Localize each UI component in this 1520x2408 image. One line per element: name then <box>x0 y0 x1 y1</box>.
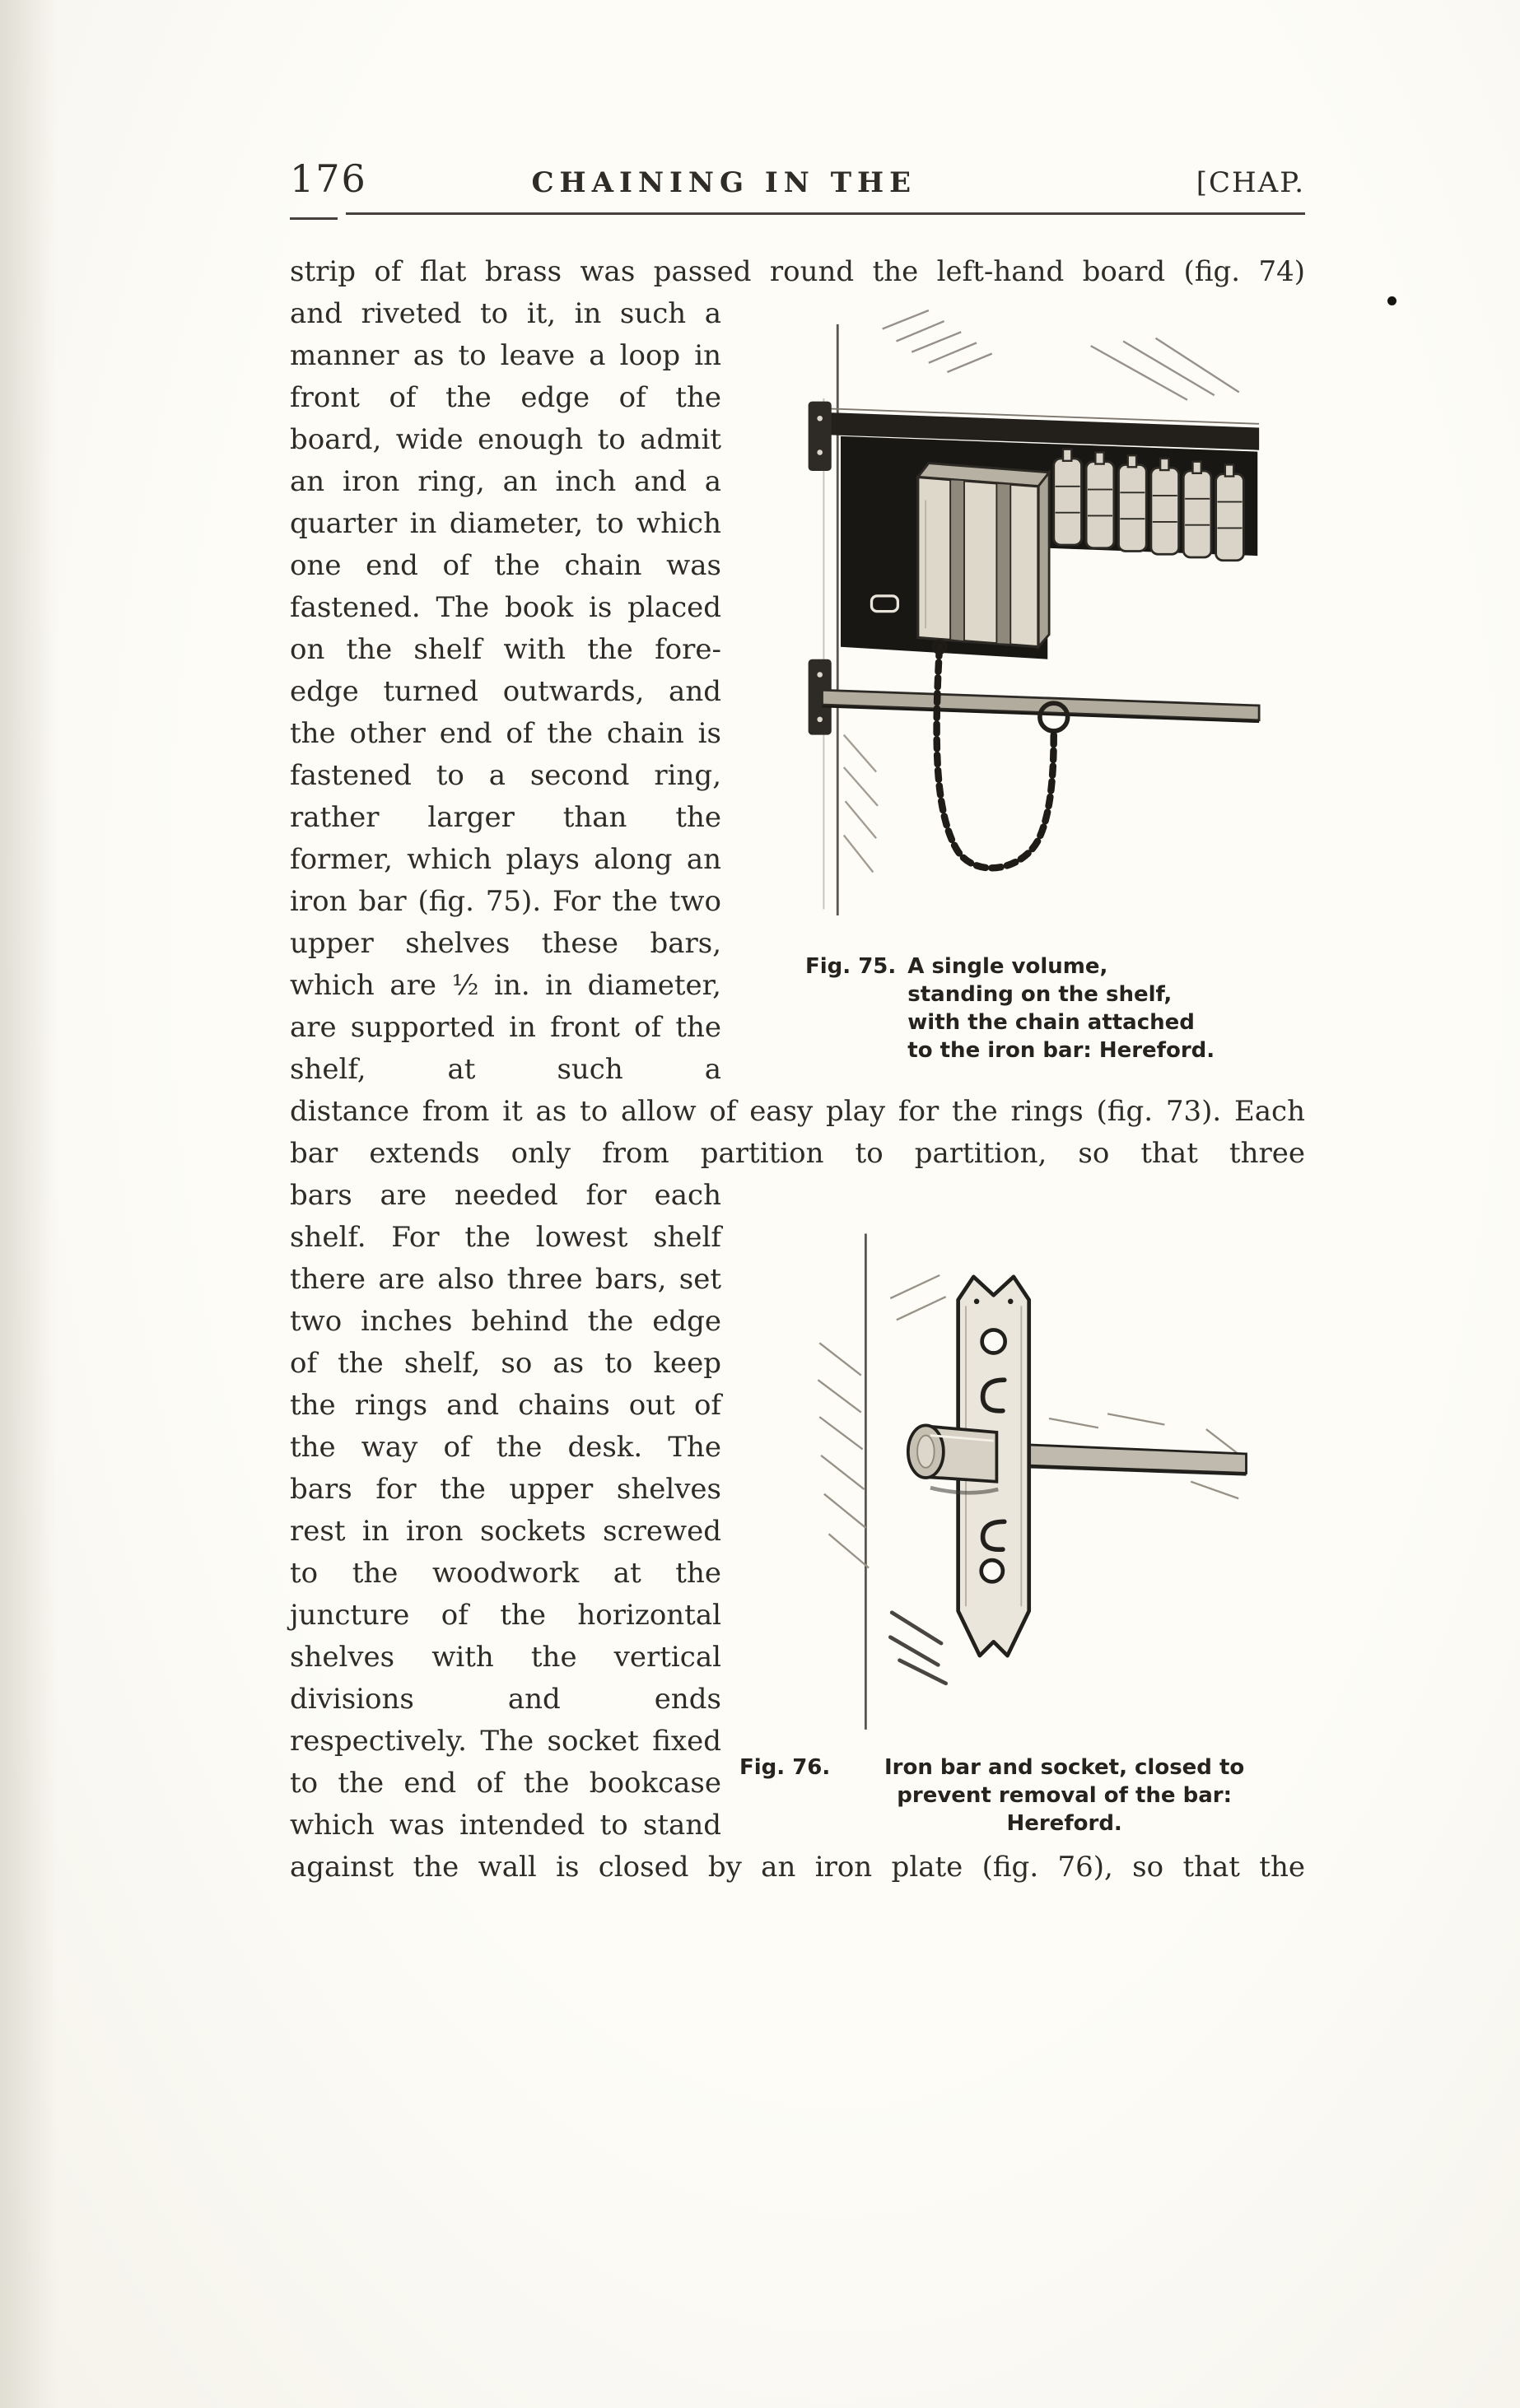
hanging-chain <box>936 647 1053 869</box>
paragraph-column-1: and riveted to it, in such a manner as to leave a loop in front of the edge of the board, wide enough to admit an iron ring, an inch and a quarter in diameter, to which one end of the chain was fastened. The book is placed on the shelf with the fore-edge turned outwards, and the other end of the chain is fastened to a second ring, rather larger than the former, which plays along an iron bar (fig. 75). For the two upper shelves these bars, which are ½ in. in diameter, are supported in front of the shelf, at such a <box>290 297 721 1086</box>
text-figure-row-1 <box>290 293 1305 1091</box>
bracket-screw <box>817 672 823 678</box>
single-chained-volume <box>917 463 1048 647</box>
figure-76 <box>721 1175 1305 1847</box>
figure-76-caption <box>739 1754 1287 1837</box>
bar-end-cap-inner <box>917 1436 935 1468</box>
figure-76-illustration <box>775 1227 1252 1735</box>
shelf-bracket <box>808 402 831 471</box>
rule-line <box>346 212 1305 215</box>
figure-75-illustration <box>767 298 1261 931</box>
page-number: 176 <box>290 156 367 201</box>
paragraph-column-2: bars are needed for each shelf. For the lowest shelf there are also three bars, set two inches behind the edge of the shelf, so as to keep the rings and chains out of the way of the desk. The bars for the upper shelves rest in iron sockets screwed to the woodwork at the juncture of the horizontal shelves with the vertical divisions and ends respectively. The socket fixed to the end of the bookcase which was intended to stand <box>290 1179 721 1842</box>
iron-bar-and-socket-drawing <box>775 1227 1252 1735</box>
text-column-1 <box>290 293 721 1091</box>
figure-76-caption-text: Iron bar and socket, closed to prevent removal of the bar: Hereford. <box>884 1755 1245 1837</box>
sketch-hatching <box>818 1275 1246 1567</box>
figure-75-caption <box>805 952 1221 1064</box>
text-figure-row-2 <box>290 1175 1305 1847</box>
text-column-2 <box>290 1175 721 1847</box>
plate-hole <box>981 1330 1005 1353</box>
plate-hole <box>981 1560 1002 1581</box>
page-body <box>290 251 1305 1889</box>
rule-dash <box>290 217 338 220</box>
plate-screw <box>1007 1299 1013 1305</box>
chained-book-on-shelf-drawing <box>767 298 1261 931</box>
figure-75-caption-text: A single volume, standing on the shelf, with the chain attached to the iron bar: Hereford. <box>907 953 1215 1063</box>
figure-76-label: Fig. 76. <box>739 1755 831 1781</box>
plate-screw <box>973 1299 979 1305</box>
board-hatching <box>843 735 877 873</box>
header-rule <box>290 212 1305 220</box>
figure-75 <box>721 293 1305 1091</box>
dark-shading-strokes <box>890 1613 945 1684</box>
bracket-screw <box>817 717 823 723</box>
paragraph-bridge: distance from it as to allow of easy play for the rings (fig. 73). Each bar extends only from partition to partition, so that three <box>290 1095 1305 1170</box>
paragraph-closing-line: against the wall is closed by an iron plate (fig. 76), so that the <box>290 1851 1305 1884</box>
wall-hatching <box>882 310 1238 400</box>
bracket-screw <box>817 416 823 422</box>
ink-dot-artifact <box>1387 296 1396 305</box>
paragraph-opening-line: strip of flat brass was passed round the left-hand board (fig. 74) <box>290 255 1305 288</box>
figure-75-label: Fig. 75. <box>805 953 897 979</box>
page-header <box>290 156 1305 201</box>
running-title: CHAINING IN THE <box>531 166 917 199</box>
chapter-marker: [CHAP. <box>1196 166 1305 199</box>
bracket-screw <box>817 449 823 455</box>
